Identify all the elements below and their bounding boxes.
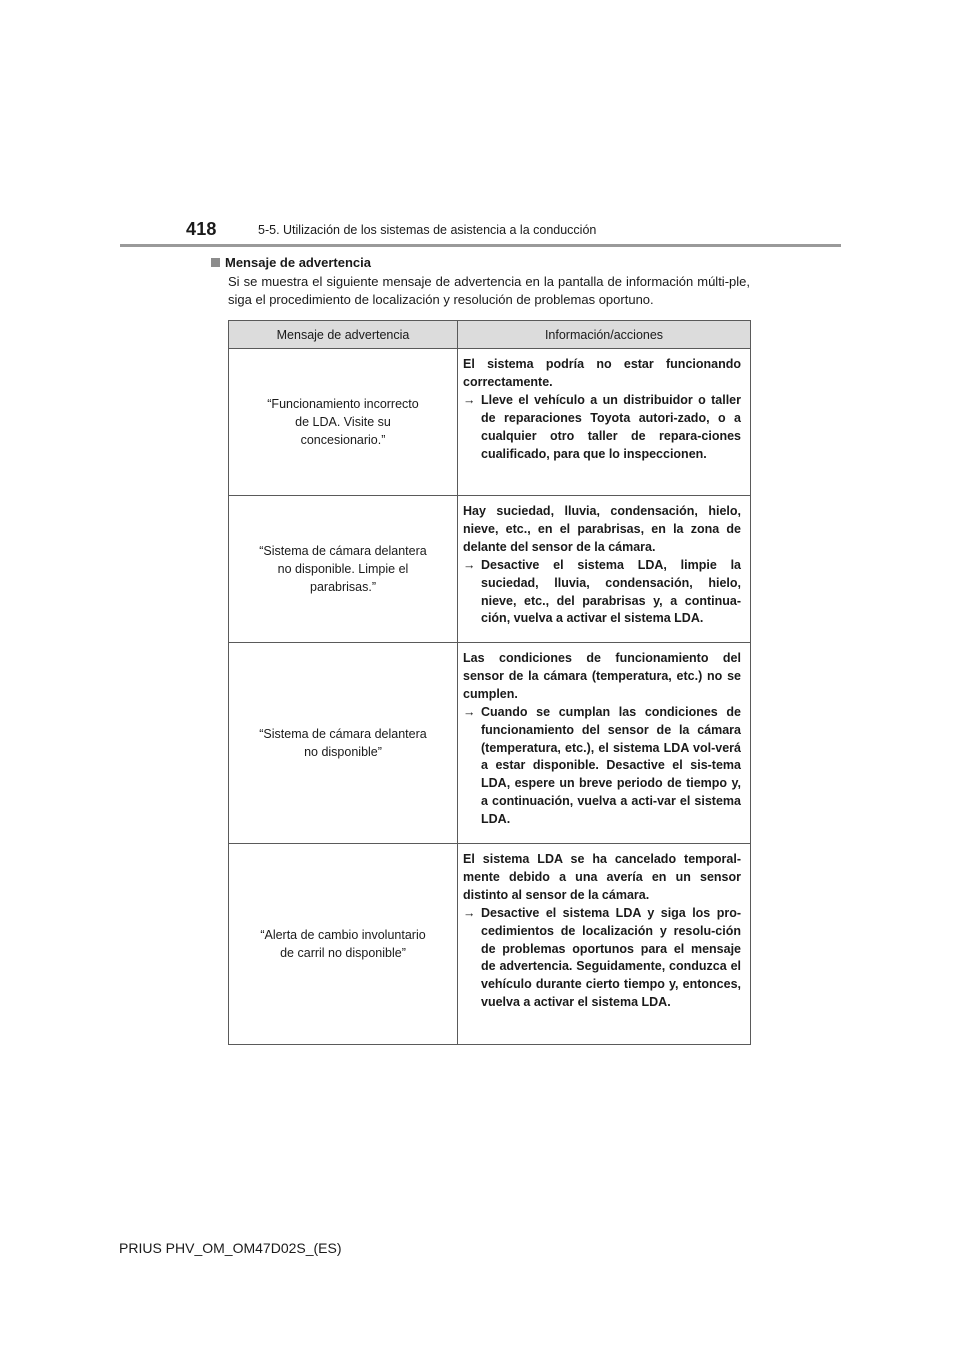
- page-number: 418: [186, 219, 217, 239]
- warning-message-cell: “Alerta de cambio involuntario de carril no disponible”: [229, 844, 458, 1045]
- arrow-right-icon: →: [463, 704, 476, 719]
- action-text: Desactive el sistema LDA, limpie la suciedad, lluvia, condensación, hielo, nieve, etc., del parabrisas y, a continua-ción, vuelva a activar el sistema LDA.: [481, 557, 741, 626]
- table-row: [229, 349, 751, 496]
- arrow-right-icon: →: [463, 392, 476, 407]
- info-cell: [458, 349, 751, 496]
- action-text: Lleve el vehículo a un distribuidor o taller de reparaciones Toyota autori-zado, o a cualquier otro taller de repara-ciones cualificado, para que lo inspeccionen.: [481, 392, 741, 461]
- info-text: Hay suciedad, lluvia, condensación, hielo, nieve, etc., en el parabrisas, en la zona de delante del sensor de la cámara.: [463, 504, 741, 554]
- table-row: [229, 643, 751, 844]
- column-header-info: Información/acciones: [458, 321, 751, 349]
- action-text: Cuando se cumplan las condiciones de funcionamiento del sensor de la cámara (temperatura, etc.), el sistema LDA vol-verá a estar disponible. Desactive el sis-tema LDA, espere un breve periodo de tiempo y, a continuación, vuelva a acti-var el sistema LDA.: [481, 704, 741, 827]
- action-item: [463, 392, 741, 464]
- info-text: El sistema LDA se ha cancelado temporal-mente debido a una avería en un sensor distinto al sensor de la cámara.: [463, 852, 741, 902]
- section-title: 5-5. Utilización de los sistemas de asistencia a la conducción: [258, 223, 597, 237]
- table-row: [229, 496, 751, 643]
- warning-table: [228, 320, 751, 1045]
- column-header-message: Mensaje de advertencia: [229, 321, 458, 349]
- table-header-row: [229, 321, 751, 349]
- action-item: [463, 905, 741, 1012]
- arrow-right-icon: →: [463, 557, 476, 572]
- header-rule: [120, 244, 841, 247]
- intro-paragraph: Si se muestra el siguiente mensaje de advertencia en la pantalla de información múlti-ple, siga el procedimiento de localización y resolución de problemas oportuno.: [228, 274, 750, 307]
- warning-message-cell: “Sistema de cámara delantera no disponible. Limpie el parabrisas.”: [229, 496, 458, 643]
- info-cell: [458, 496, 751, 643]
- arrow-right-icon: →: [463, 905, 476, 920]
- info-cell: [458, 844, 751, 1045]
- square-bullet-icon: [211, 258, 220, 267]
- action-item: [463, 557, 741, 629]
- table-row: [229, 844, 751, 1045]
- info-text: Las condiciones de funcionamiento del sensor de la cámara (temperatura, etc.) no se cumplen.: [463, 651, 741, 701]
- info-cell: [458, 643, 751, 844]
- section-heading: [211, 255, 371, 270]
- action-item: [463, 704, 741, 829]
- info-text: El sistema podría no estar funcionando correctamente.: [463, 357, 741, 389]
- action-text: Desactive el sistema LDA y siga los pro-cedimientos de localización y resolu-ción de problemas oportunos para el mensaje de advertencia. Seguidamente, conduzca el vehículo durante cierto tiempo y, entonces, vuelva a activar el sistema LDA.: [481, 905, 741, 1010]
- section-heading-text: Mensaje de advertencia: [225, 255, 371, 270]
- warning-message-cell: “Funcionamiento incorrecto de LDA. Visite su concesionario.”: [229, 349, 458, 496]
- footer-document-code: PRIUS PHV_OM_OM47D02S_(ES): [119, 1240, 342, 1256]
- warning-message-cell: “Sistema de cámara delantera no disponible”: [229, 643, 458, 844]
